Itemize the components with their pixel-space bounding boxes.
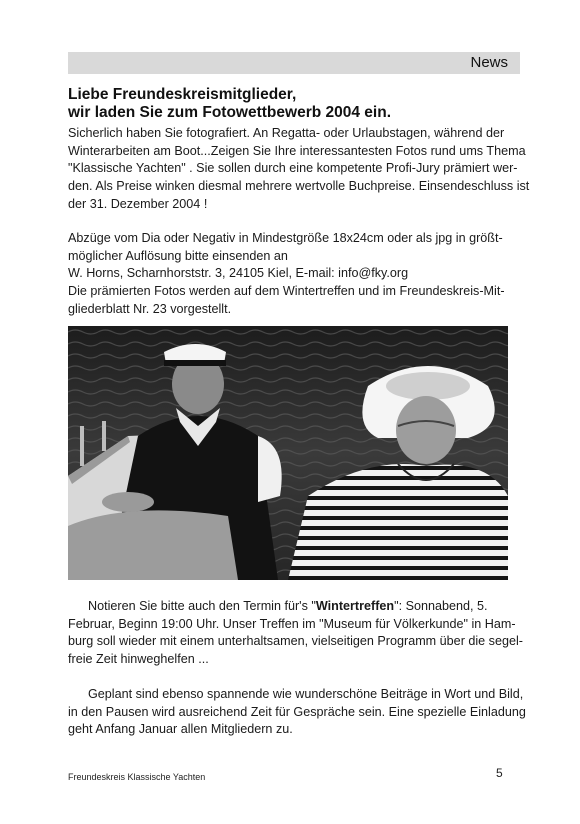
text-fragment: ": Sonnabend, 5. [394, 599, 488, 613]
text-line: in den Pausen wird ausreichend Zeit für Gespräche sein. Eine spezielle Einladung [68, 704, 526, 719]
text-line: gliederblatt Nr. 23 vorgestellt. [68, 301, 232, 316]
text-line: der 31. Dezember 2004 ! [68, 196, 208, 211]
text-line: geht Anfang Januar allen Mitgliedern zu. [68, 722, 293, 737]
section-header-bar [68, 52, 520, 74]
text-line: burg soll wieder mit einem unterhaltsamen, vielseitigen Programm über die segel- [68, 634, 523, 649]
paragraph-winter-meeting [68, 598, 523, 669]
text-line: freie Zeit hinweghelfen ... [68, 652, 209, 667]
contact-address-line: W. Horns, Scharnhorststr. 3, 24105 Kiel, E-mail: info@fky.org [68, 266, 409, 281]
text-line: möglicher Auflösung bitte einsenden an [68, 248, 288, 263]
photo-illustration [68, 326, 508, 580]
article-title-line-1: Liebe Freundeskreismitglieder, [68, 86, 297, 103]
text-line: "Klassische Yachten" . Sie sollen durch eine kompetente Profi-Jury prämiert wer- [68, 161, 518, 176]
page-number: 5 [496, 766, 503, 780]
text-line: Winterarbeiten am Boot...Zeigen Sie Ihre interessantesten Fotos rund ums Thema [68, 143, 526, 158]
text-line: Geplant sind ebenso spannende wie wunderschöne Beiträge in Wort und Bild, [88, 687, 524, 701]
paragraph-contest-intro [68, 125, 530, 214]
article-title [68, 86, 520, 122]
footer-publication: Freundeskreis Klassische Yachten [68, 772, 206, 782]
section-label: News [470, 54, 508, 71]
text-line: Sicherlich haben Sie fotografiert. An Regatta- oder Urlaubstagen, während der [68, 126, 505, 140]
article-title-line-2: wir laden Sie zum Fotowettbewerb 2004 ein. [68, 104, 391, 121]
text-line: Die prämierten Fotos werden auf dem Wintertreffen und im Freundeskreis-Mit- [68, 284, 505, 299]
text-line: Abzüge vom Dia oder Negativ in Mindestgröße 18x24cm oder als jpg in größt- [68, 231, 503, 245]
text-line: Februar, Beginn 19:00 Uhr. Unser Treffen im "Museum für Völkerkunde" in Ham- [68, 616, 516, 631]
text-line [68, 598, 512, 616]
paragraph-submission-details [68, 230, 512, 319]
photo-couple-on-boat [68, 326, 508, 580]
text-line: den. Als Preise winken diesmal mehrere wertvolle Buchpreise. Einsendeschluss ist [68, 179, 530, 194]
text-fragment: Notieren Sie bitte auch den Termin für's " [88, 599, 316, 613]
paragraph-program-info [68, 686, 526, 739]
event-name-wintertreffen: Wintertreffen [315, 599, 395, 613]
